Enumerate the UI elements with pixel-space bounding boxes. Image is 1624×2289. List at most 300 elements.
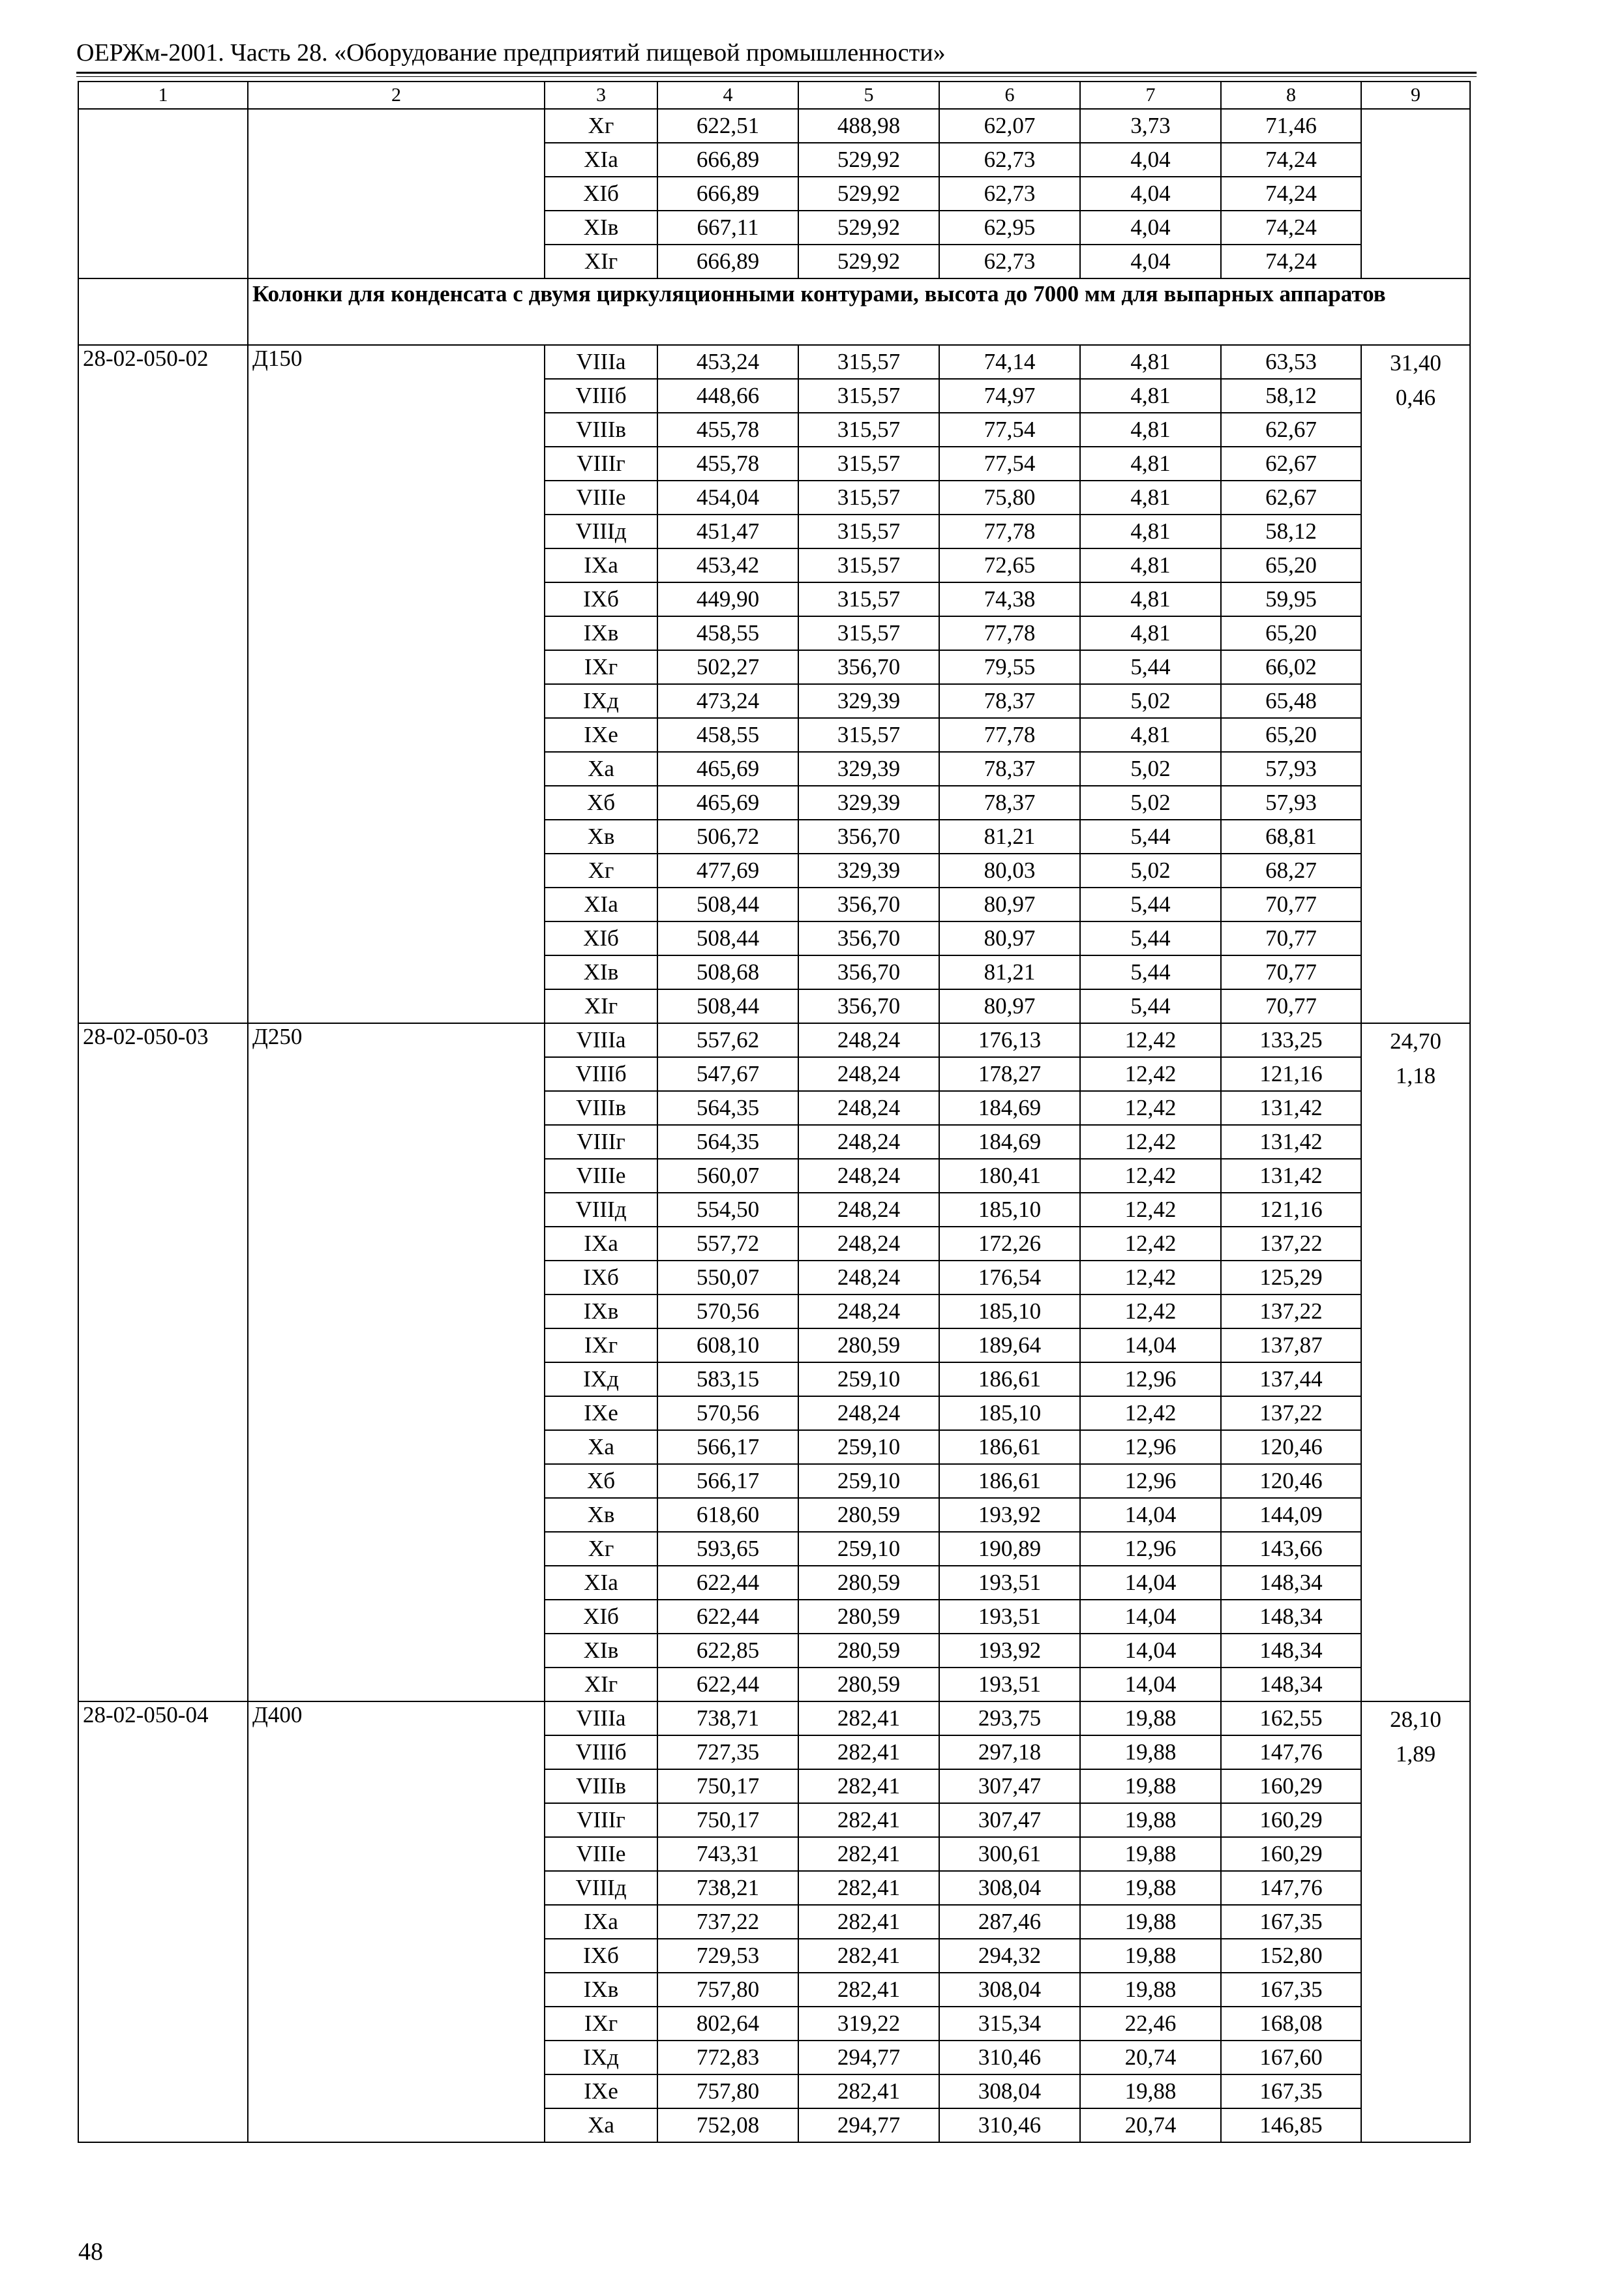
table-cell: 529,92 — [798, 211, 939, 245]
table-cell: 62,73 — [939, 143, 1080, 177]
table-cell: 593,65 — [657, 1532, 798, 1566]
table-cell: 622,44 — [657, 1566, 798, 1600]
table-cell: 315,57 — [798, 548, 939, 582]
table-cell: 12,96 — [1080, 1430, 1221, 1464]
table-cell: 473,24 — [657, 684, 798, 718]
table-cell: 738,71 — [657, 1701, 798, 1735]
table-cell: 566,17 — [657, 1430, 798, 1464]
table-cell: 185,10 — [939, 1193, 1080, 1227]
table-cell: 72,65 — [939, 548, 1080, 582]
table-cell: 144,09 — [1221, 1498, 1361, 1532]
table-cell: 19,88 — [1080, 1973, 1221, 2007]
page-number: 48 — [78, 2238, 103, 2266]
table-cell: XIв — [545, 955, 657, 989]
table-cell: XIг — [545, 989, 657, 1023]
table-cell: 315,57 — [798, 345, 939, 379]
table-cell: 315,57 — [798, 481, 939, 515]
header-rule-thin — [76, 76, 1477, 77]
table-cell: IXг — [545, 1328, 657, 1362]
table-cell: 80,97 — [939, 921, 1080, 955]
table-cell: IXе — [545, 1396, 657, 1430]
table-cell: 65,48 — [1221, 684, 1361, 718]
table-cell: 280,59 — [798, 1600, 939, 1634]
table-body — [78, 82, 1470, 2142]
table-cell: XIб — [545, 177, 657, 211]
table-cell: 176,13 — [939, 1023, 1080, 1057]
table-cell: 160,29 — [1221, 1803, 1361, 1837]
table-cell: Xг — [545, 854, 657, 888]
table-cell: 5,44 — [1080, 888, 1221, 921]
table-cell: 131,42 — [1221, 1159, 1361, 1193]
table-cell: 622,85 — [657, 1634, 798, 1668]
table-cell: XIв — [545, 1634, 657, 1668]
table-row — [78, 1023, 1470, 1057]
table-cell: 12,96 — [1080, 1532, 1221, 1566]
table-cell: 280,59 — [798, 1328, 939, 1362]
table-cell: 62,67 — [1221, 413, 1361, 447]
table-cell: VIIIб — [545, 1735, 657, 1769]
table-cell: IXб — [545, 1939, 657, 1973]
column-number: 1 — [78, 82, 248, 109]
table-cell: IXд — [545, 1362, 657, 1396]
table-cell: 622,44 — [657, 1668, 798, 1701]
table-cell: 465,69 — [657, 752, 798, 786]
table-cell: 566,17 — [657, 1464, 798, 1498]
table-cell: 356,70 — [798, 888, 939, 921]
table-cell: IXв — [545, 616, 657, 650]
table-cell: 178,27 — [939, 1057, 1080, 1091]
table-cell: 294,77 — [798, 2108, 939, 2142]
table-cell: Xа — [545, 1430, 657, 1464]
table-cell: 453,24 — [657, 345, 798, 379]
table-cell: 12,42 — [1080, 1261, 1221, 1294]
table-cell: 502,27 — [657, 650, 798, 684]
table-cell: IXе — [545, 2074, 657, 2108]
table-cell: 12,42 — [1080, 1159, 1221, 1193]
table-cell: 282,41 — [798, 1871, 939, 1905]
table-cell: 307,47 — [939, 1769, 1080, 1803]
table-cell: 4,81 — [1080, 616, 1221, 650]
table-cell: 4,81 — [1080, 413, 1221, 447]
table-cell: 147,76 — [1221, 1735, 1361, 1769]
table-cell: 315,57 — [798, 379, 939, 413]
table-cell: 4,81 — [1080, 447, 1221, 481]
column-number: 7 — [1080, 82, 1221, 109]
table-cell: IXа — [545, 548, 657, 582]
table-cell: 12,96 — [1080, 1362, 1221, 1396]
table-cell: 280,59 — [798, 1498, 939, 1532]
table-cell: IXа — [545, 1227, 657, 1261]
table-cell: 448,66 — [657, 379, 798, 413]
table-cell: 57,93 — [1221, 752, 1361, 786]
table-cell: 280,59 — [798, 1668, 939, 1701]
table-cell: Xв — [545, 1498, 657, 1532]
table-cell: 22,46 — [1080, 2007, 1221, 2041]
table-cell: 737,22 — [657, 1905, 798, 1939]
table-cell: 287,46 — [939, 1905, 1080, 1939]
table-cell: VIIIа — [545, 1701, 657, 1735]
table-cell: 19,88 — [1080, 1905, 1221, 1939]
table-cell: 529,92 — [798, 177, 939, 211]
table-cell: 133,25 — [1221, 1023, 1361, 1057]
table-cell: 547,67 — [657, 1057, 798, 1091]
table-cell: 70,77 — [1221, 955, 1361, 989]
table-cell: 12,42 — [1080, 1125, 1221, 1159]
col9-value: 0,46 — [1395, 385, 1436, 410]
table-cell: VIIIа — [545, 345, 657, 379]
table-cell: 757,80 — [657, 1973, 798, 2007]
table-cell: 148,34 — [1221, 1634, 1361, 1668]
table-cell: 282,41 — [798, 1905, 939, 1939]
table-cell: 186,61 — [939, 1362, 1080, 1396]
table-cell: 248,24 — [798, 1057, 939, 1091]
header-rule — [76, 72, 1477, 74]
table-cell: Xа — [545, 752, 657, 786]
table-cell: 315,57 — [798, 718, 939, 752]
table-cell: 77,54 — [939, 447, 1080, 481]
table-cell: 248,24 — [798, 1227, 939, 1261]
table-cell: 315,57 — [798, 447, 939, 481]
table-cell: 193,51 — [939, 1668, 1080, 1701]
col9-values — [1361, 1701, 1470, 2142]
item-name: Д400 — [248, 1701, 545, 2142]
table-cell: 162,55 — [1221, 1701, 1361, 1735]
table-cell: VIIIг — [545, 447, 657, 481]
table-cell: 77,78 — [939, 515, 1080, 548]
column-number: 2 — [248, 82, 545, 109]
table-cell: 506,72 — [657, 820, 798, 854]
table-cell: 66,02 — [1221, 650, 1361, 684]
table-cell: 78,37 — [939, 786, 1080, 820]
table-cell: 19,88 — [1080, 1701, 1221, 1735]
table-cell: 70,77 — [1221, 921, 1361, 955]
table-cell: 184,69 — [939, 1125, 1080, 1159]
table-cell: 259,10 — [798, 1464, 939, 1498]
table-cell: 5,44 — [1080, 921, 1221, 955]
table-cell: 77,54 — [939, 413, 1080, 447]
column-number: 8 — [1221, 82, 1361, 109]
table-cell: IXв — [545, 1973, 657, 2007]
table-cell: 147,76 — [1221, 1871, 1361, 1905]
table-cell: XIб — [545, 921, 657, 955]
table-cell: 137,44 — [1221, 1362, 1361, 1396]
table-cell: 248,24 — [798, 1125, 939, 1159]
table-cell: 74,24 — [1221, 211, 1361, 245]
table-cell: 80,97 — [939, 888, 1080, 921]
table-cell: 454,04 — [657, 481, 798, 515]
table-cell: 12,42 — [1080, 1227, 1221, 1261]
table-cell: 4,04 — [1080, 211, 1221, 245]
column-number: 4 — [657, 82, 798, 109]
table-cell: 3,73 — [1080, 109, 1221, 143]
table-cell: 14,04 — [1080, 1328, 1221, 1362]
table-cell: 508,44 — [657, 921, 798, 955]
table-cell: Xб — [545, 786, 657, 820]
table-cell: 62,67 — [1221, 481, 1361, 515]
table-cell: 190,89 — [939, 1532, 1080, 1566]
table-cell: 465,69 — [657, 786, 798, 820]
table-cell: 167,35 — [1221, 2074, 1361, 2108]
table-cell: 449,90 — [657, 582, 798, 616]
table-cell: 356,70 — [798, 955, 939, 989]
table-cell: 308,04 — [939, 1871, 1080, 1905]
column-number: 9 — [1361, 82, 1470, 109]
table-cell: 148,34 — [1221, 1566, 1361, 1600]
table-cell: 259,10 — [798, 1430, 939, 1464]
table-cell: 137,22 — [1221, 1294, 1361, 1328]
table-cell: 608,10 — [657, 1328, 798, 1362]
table-cell: 58,12 — [1221, 379, 1361, 413]
table-cell: 248,24 — [798, 1193, 939, 1227]
table-cell: 564,35 — [657, 1125, 798, 1159]
table-cell: 297,18 — [939, 1735, 1080, 1769]
table-cell: 19,88 — [1080, 1803, 1221, 1837]
table-cell: VIIIд — [545, 1871, 657, 1905]
table-cell: 315,57 — [798, 515, 939, 548]
col9-cell — [1361, 109, 1470, 278]
table-cell: VIIIе — [545, 1159, 657, 1193]
table-cell: 14,04 — [1080, 1498, 1221, 1532]
table-cell: 63,53 — [1221, 345, 1361, 379]
table-cell: 148,34 — [1221, 1668, 1361, 1701]
table-cell: IXд — [545, 684, 657, 718]
table-cell: 315,57 — [798, 582, 939, 616]
table-cell: 121,16 — [1221, 1193, 1361, 1227]
table-cell: 74,14 — [939, 345, 1080, 379]
table-cell: IXд — [545, 2041, 657, 2074]
table-cell: 308,04 — [939, 2074, 1080, 2108]
table-cell: 19,88 — [1080, 2074, 1221, 2108]
table-cell: 259,10 — [798, 1362, 939, 1396]
table-cell: VIIIг — [545, 1803, 657, 1837]
table-cell: 81,21 — [939, 955, 1080, 989]
table-cell: 477,69 — [657, 854, 798, 888]
table-cell: XIа — [545, 143, 657, 177]
table-cell: 570,56 — [657, 1396, 798, 1430]
table-cell: 193,51 — [939, 1600, 1080, 1634]
table-cell: 137,22 — [1221, 1396, 1361, 1430]
table-cell: 80,97 — [939, 989, 1080, 1023]
table-cell: 529,92 — [798, 245, 939, 278]
table-cell: 743,31 — [657, 1837, 798, 1871]
item-code: 28-02-050-04 — [78, 1701, 248, 2142]
table-cell: 488,98 — [798, 109, 939, 143]
table-cell: 14,04 — [1080, 1668, 1221, 1701]
table-row — [78, 109, 1470, 143]
col9-values — [1361, 1023, 1470, 1701]
table-cell: 167,35 — [1221, 1973, 1361, 2007]
section-title: Колонки для конденсата с двумя циркуляционными контурами, высота до 7000 мм для выпарных аппаратов — [248, 278, 1470, 345]
table-cell: 4,81 — [1080, 718, 1221, 752]
table-cell: 667,11 — [657, 211, 798, 245]
table-cell: 248,24 — [798, 1091, 939, 1125]
table-cell: 282,41 — [798, 1837, 939, 1871]
table-cell: 62,67 — [1221, 447, 1361, 481]
table-cell: 4,81 — [1080, 582, 1221, 616]
table-cell: 757,80 — [657, 2074, 798, 2108]
table-cell: 78,37 — [939, 684, 1080, 718]
table-cell: 282,41 — [798, 1973, 939, 2007]
table-cell: IXг — [545, 650, 657, 684]
table-cell: 529,92 — [798, 143, 939, 177]
table-cell: 12,42 — [1080, 1396, 1221, 1430]
table-cell: 14,04 — [1080, 1566, 1221, 1600]
table-cell: 666,89 — [657, 143, 798, 177]
table-cell: 68,27 — [1221, 854, 1361, 888]
table-cell: 455,78 — [657, 413, 798, 447]
table-cell: 4,81 — [1080, 379, 1221, 413]
table-cell: 248,24 — [798, 1159, 939, 1193]
table-cell: IXб — [545, 1261, 657, 1294]
table-cell: 356,70 — [798, 921, 939, 955]
table-cell: 666,89 — [657, 177, 798, 211]
table-cell: 458,55 — [657, 616, 798, 650]
table-cell: 5,44 — [1080, 820, 1221, 854]
table-cell: VIIIг — [545, 1125, 657, 1159]
table-cell: 137,22 — [1221, 1227, 1361, 1261]
table-cell: 65,20 — [1221, 616, 1361, 650]
table-cell: 131,42 — [1221, 1125, 1361, 1159]
table-cell: 329,39 — [798, 854, 939, 888]
table-cell: 19,88 — [1080, 1769, 1221, 1803]
item-name: Д250 — [248, 1023, 545, 1701]
table-cell: 19,88 — [1080, 1837, 1221, 1871]
table-cell: 59,95 — [1221, 582, 1361, 616]
table-cell: 315,57 — [798, 413, 939, 447]
table-cell: 802,64 — [657, 2007, 798, 2041]
table-cell: 19,88 — [1080, 1871, 1221, 1905]
table-cell: 5,02 — [1080, 684, 1221, 718]
table-cell: 68,81 — [1221, 820, 1361, 854]
table-cell: Xб — [545, 1464, 657, 1498]
table-cell: 307,47 — [939, 1803, 1080, 1837]
table-cell: 176,54 — [939, 1261, 1080, 1294]
col9-value: 31,40 — [1390, 350, 1441, 376]
table-cell: 125,29 — [1221, 1261, 1361, 1294]
name-cell — [248, 109, 545, 278]
section-spacer — [78, 278, 248, 345]
col9-value: 1,18 — [1395, 1063, 1436, 1088]
table-cell: 12,42 — [1080, 1057, 1221, 1091]
table-cell: 193,92 — [939, 1634, 1080, 1668]
table-cell: 248,24 — [798, 1023, 939, 1057]
table-cell: 74,24 — [1221, 143, 1361, 177]
table-cell: 19,88 — [1080, 1735, 1221, 1769]
table-cell: 727,35 — [657, 1735, 798, 1769]
table-cell: XIв — [545, 211, 657, 245]
table-cell: 14,04 — [1080, 1634, 1221, 1668]
col9-value: 28,10 — [1390, 1707, 1441, 1732]
table-cell: 58,12 — [1221, 515, 1361, 548]
table-cell: 65,20 — [1221, 718, 1361, 752]
table-cell: 293,75 — [939, 1701, 1080, 1735]
table-cell: 282,41 — [798, 2074, 939, 2108]
table-cell: 564,35 — [657, 1091, 798, 1125]
table-cell: 20,74 — [1080, 2041, 1221, 2074]
section-row — [78, 278, 1470, 345]
table-cell: 120,46 — [1221, 1430, 1361, 1464]
table-cell: 4,81 — [1080, 481, 1221, 515]
table-cell: 666,89 — [657, 245, 798, 278]
document-header: ОЕРЖм-2001. Часть 28. «Оборудование предприятий пищевой промышленности» — [76, 39, 946, 67]
table-cell: 248,24 — [798, 1294, 939, 1328]
item-code: 28-02-050-02 — [78, 345, 248, 1023]
table-cell: VIIIе — [545, 1837, 657, 1871]
table-cell: 319,22 — [798, 2007, 939, 2041]
table-cell: 12,42 — [1080, 1023, 1221, 1057]
table-cell: 77,78 — [939, 718, 1080, 752]
table-cell: 168,08 — [1221, 2007, 1361, 2041]
column-number-row — [78, 82, 1470, 109]
table-cell: Xв — [545, 820, 657, 854]
table-cell: 120,46 — [1221, 1464, 1361, 1498]
column-number: 5 — [798, 82, 939, 109]
table-cell: 5,44 — [1080, 650, 1221, 684]
table-cell: 74,24 — [1221, 177, 1361, 211]
table-cell: 143,66 — [1221, 1532, 1361, 1566]
code-cell — [78, 109, 248, 278]
table-cell: 12,42 — [1080, 1091, 1221, 1125]
table-cell: 315,34 — [939, 2007, 1080, 2041]
table-cell: 248,24 — [798, 1261, 939, 1294]
table-cell: 294,32 — [939, 1939, 1080, 1973]
table-cell: 329,39 — [798, 786, 939, 820]
column-number: 3 — [545, 82, 657, 109]
table-cell: 738,21 — [657, 1871, 798, 1905]
table-cell: 186,61 — [939, 1464, 1080, 1498]
table-cell: 185,10 — [939, 1396, 1080, 1430]
table-cell: 772,83 — [657, 2041, 798, 2074]
table-cell: 57,93 — [1221, 786, 1361, 820]
table-cell: 5,44 — [1080, 989, 1221, 1023]
table-cell: 508,44 — [657, 989, 798, 1023]
table-cell: 74,24 — [1221, 245, 1361, 278]
table-cell: 455,78 — [657, 447, 798, 481]
table-cell: IXг — [545, 2007, 657, 2041]
table-cell: 282,41 — [798, 1803, 939, 1837]
col9-value: 24,70 — [1390, 1028, 1441, 1054]
table-cell: 508,68 — [657, 955, 798, 989]
col9-value: 1,89 — [1395, 1741, 1436, 1767]
table-cell: 74,38 — [939, 582, 1080, 616]
table-cell: Xг — [545, 109, 657, 143]
table-cell: 70,77 — [1221, 888, 1361, 921]
table-cell: 310,46 — [939, 2041, 1080, 2074]
table-cell: 5,44 — [1080, 955, 1221, 989]
table-cell: 280,59 — [798, 1634, 939, 1668]
table-cell: 70,77 — [1221, 989, 1361, 1023]
table-cell: XIа — [545, 888, 657, 921]
table-cell: 81,21 — [939, 820, 1080, 854]
table-cell: VIIIб — [545, 379, 657, 413]
table-cell: 570,56 — [657, 1294, 798, 1328]
table-cell: 451,47 — [657, 515, 798, 548]
table-cell: 618,60 — [657, 1498, 798, 1532]
table-cell: 185,10 — [939, 1294, 1080, 1328]
table-cell: 282,41 — [798, 1735, 939, 1769]
table-cell: 148,34 — [1221, 1600, 1361, 1634]
table-cell: 180,41 — [939, 1159, 1080, 1193]
table-cell: 62,07 — [939, 109, 1080, 143]
table-cell: 315,57 — [798, 616, 939, 650]
table-cell: XIа — [545, 1566, 657, 1600]
table-cell: 121,16 — [1221, 1057, 1361, 1091]
table-cell: 14,04 — [1080, 1600, 1221, 1634]
table-cell: 310,46 — [939, 2108, 1080, 2142]
table-cell: 282,41 — [798, 1939, 939, 1973]
table-cell: 172,26 — [939, 1227, 1080, 1261]
table-cell: 750,17 — [657, 1769, 798, 1803]
